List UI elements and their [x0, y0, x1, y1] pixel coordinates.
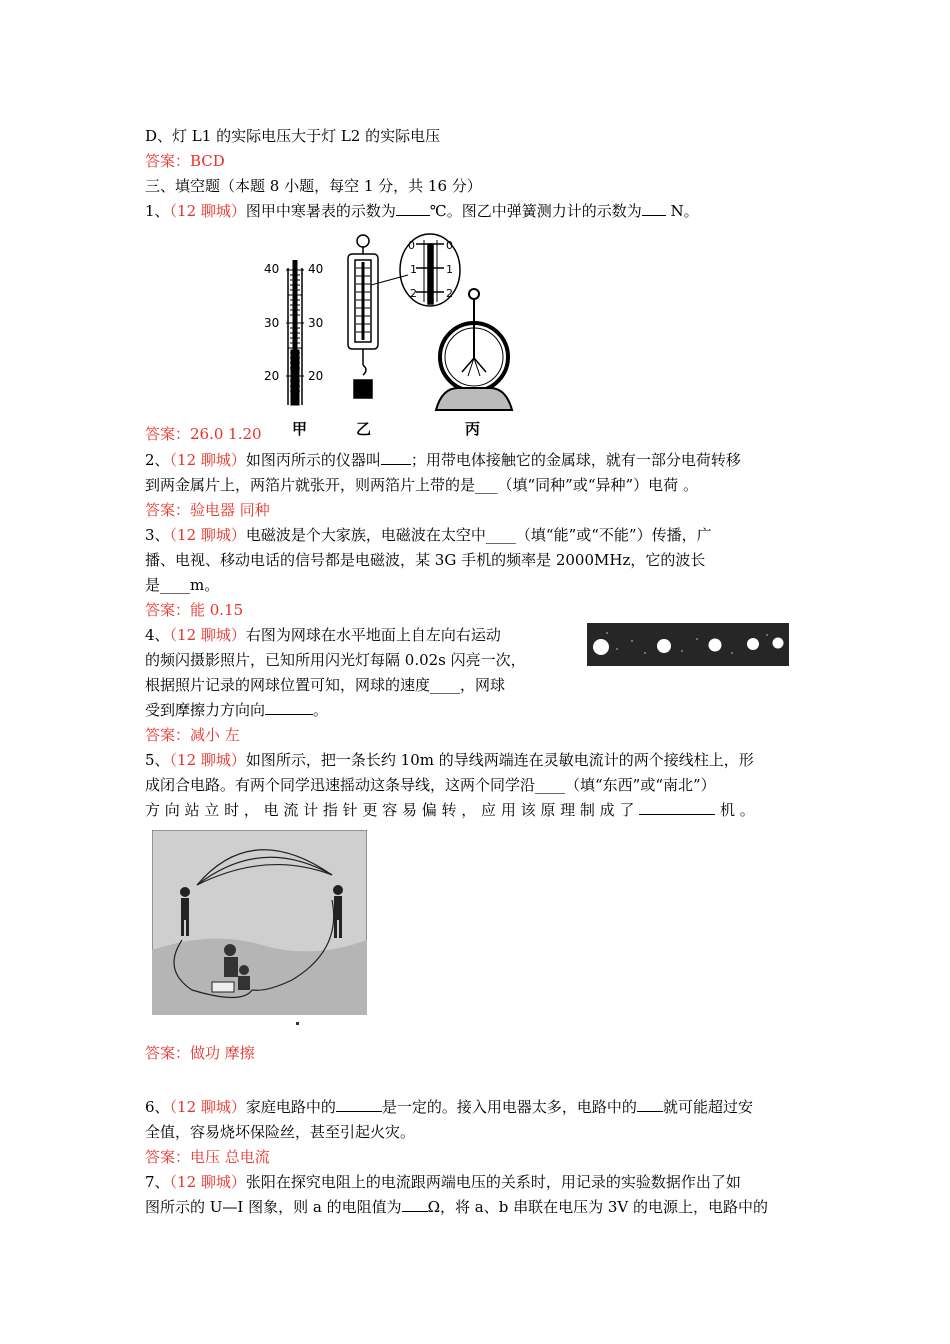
question-7-line2: [145, 1197, 768, 1217]
q-text: ；用带电体接触它的金属球，就有一部分电荷转移: [410, 451, 741, 469]
spring-tick-0: 0: [408, 239, 415, 252]
q-num: 3、: [145, 526, 170, 544]
q-source: （12 聊城）: [169, 1098, 246, 1116]
answer-3: 答案：能 0.15: [145, 601, 244, 619]
figure-instruments: [258, 230, 528, 440]
fig-label-yi: 乙: [356, 420, 372, 438]
blank: [639, 800, 715, 815]
spring-tick-0-right: 0: [446, 239, 453, 252]
q-text: 张阳在探究电阻上的电流跟两端电压的关系时，用记录的实验数据作出了如: [245, 1173, 741, 1191]
question-4-line2: 的频闪摄影照片，已知所用闪光灯每隔 0.02s 闪亮一次，: [145, 651, 526, 669]
question-4: [145, 625, 501, 645]
q-num: 5、: [145, 751, 170, 769]
blank: [396, 201, 430, 216]
question-4-line4: [145, 700, 328, 720]
q-num: 4、: [145, 626, 170, 644]
section-heading: 三、填空题（本题 8 小题，每空 1 分，共 16 分）: [145, 177, 482, 195]
blank: [265, 700, 313, 715]
answer-2: 答案：验电器 同种: [145, 501, 270, 519]
question-2-line2: 到两金属片上，两箔片就张开，则两箔片上带的是___（填“同种”或“异种”）电荷 。: [145, 476, 698, 494]
question-5-line3: [145, 800, 755, 820]
electroscope-icon: [436, 289, 512, 410]
question-3: [145, 525, 712, 545]
q-source: （12 聊城）: [169, 202, 246, 220]
question-6: [145, 1097, 753, 1117]
q-source: （12 聊城）: [169, 526, 246, 544]
blank: [381, 450, 411, 465]
question-5-line2: 成闭合电路。有两个同学迅速摇动这条导线，这两个同学沿____（填“东西”或“南北”）: [145, 776, 716, 794]
blank: [642, 201, 666, 216]
q-num: 7、: [145, 1173, 170, 1191]
q-num: 2、: [145, 451, 170, 469]
q-num: 1、: [145, 202, 170, 220]
q-text: 图所示的 U—I 图象，则 a 的电阻值为: [145, 1198, 402, 1216]
ball-position: [773, 638, 784, 649]
thermo-tick-30-right: 30: [308, 316, 324, 330]
spring-tick-1: 1: [410, 263, 417, 276]
stray-mark: [296, 1022, 299, 1025]
q-text: 。: [313, 701, 329, 719]
question-5: [145, 750, 754, 770]
q-source: （12 聊城）: [169, 1173, 246, 1191]
q-text: 方 向 站 立 时 ， 电 流 计 指 针 更 容 易 偏 转 ， 应 用 该 原 理 制 成 了: [145, 801, 635, 819]
answer-bcd: 答案：BCD: [145, 152, 225, 170]
spring-scale-icon: [348, 235, 408, 398]
q-text: 右图为网球在水平地面上自左向右运动: [245, 626, 501, 644]
q-text: N。: [665, 202, 699, 220]
ball-position: [593, 639, 609, 655]
question-3-line3: 是____m。: [145, 576, 220, 594]
fig-label-bing: 丙: [465, 420, 481, 438]
q-text: 受到摩擦力方向向: [145, 701, 266, 719]
ball-position: [747, 638, 759, 650]
ball-position: [657, 639, 671, 653]
blank: [637, 1097, 663, 1112]
q-text: 如图丙所示的仪器叫: [245, 451, 381, 469]
question-1: [145, 201, 699, 221]
spring-tick-2-right: 2: [446, 287, 453, 300]
answer-5: 答案：做功 摩擦: [145, 1044, 255, 1062]
answer-1: 答案：26.0 1.20: [145, 425, 262, 443]
q-text: 是一定的。接入用电器太多，电路中的: [381, 1098, 637, 1116]
thermometer-icon: [286, 260, 304, 405]
q-text: 电磁波是个大家族，电磁波在太空中____（填“能”或“不能”）传播，广: [245, 526, 712, 544]
q-source: （12 聊城）: [169, 751, 246, 769]
strobe-photo: [587, 623, 789, 666]
wire-swinging-figure: [152, 830, 367, 1015]
q-source: （12 聊城）: [169, 451, 246, 469]
thermo-tick-20-right: 20: [308, 369, 324, 383]
option-d: D、灯 L1 的实际电压大于灯 L2 的实际电压: [145, 127, 441, 145]
answer-4: 答案：减小 左: [145, 726, 240, 744]
q-text: 如图所示，把一条长约 10m 的导线两端连在灵敏电流计的两个接线柱上，形: [245, 751, 754, 769]
answer-6: 答案：电压 总电流: [145, 1148, 270, 1166]
q-num: 6、: [145, 1098, 170, 1116]
question-2: [145, 450, 741, 470]
fig-label-jia: 甲: [292, 420, 308, 438]
q-text: Ω，将 a、b 串联在电压为 3V 的电源上，电路中的: [427, 1198, 769, 1216]
q-text: 家庭电路中的: [245, 1098, 336, 1116]
spring-tick-1-right: 1: [446, 263, 453, 276]
thermo-tick-30: 30: [264, 316, 280, 330]
question-7: [145, 1172, 741, 1192]
thermo-tick-40: 40: [264, 262, 280, 276]
question-6-line2: 全值，容易烧坏保险丝，甚至引起火灾。: [145, 1123, 416, 1141]
q-text: 就可能超过安: [662, 1098, 753, 1116]
blank: [336, 1097, 382, 1112]
blank: [402, 1197, 428, 1212]
q-text: 图甲中寒暑表的示数为: [245, 202, 396, 220]
thermo-tick-40-right: 40: [308, 262, 324, 276]
spring-tick-2: 2: [410, 287, 417, 300]
q-text: 机 。: [720, 801, 755, 819]
q-text: ℃。图乙中弹簧测力计的示数为: [429, 202, 642, 220]
question-4-line3: 根据照片记录的网球位置可知，网球的速度____，网球: [145, 676, 506, 694]
thermo-tick-20: 20: [264, 369, 280, 383]
q-source: （12 聊城）: [169, 626, 246, 644]
question-3-line2: 播、电视、移动电话的信号都是电磁波，某 3G 手机的频率是 2000MHz，它的波长: [145, 551, 706, 569]
ball-position: [709, 639, 722, 652]
